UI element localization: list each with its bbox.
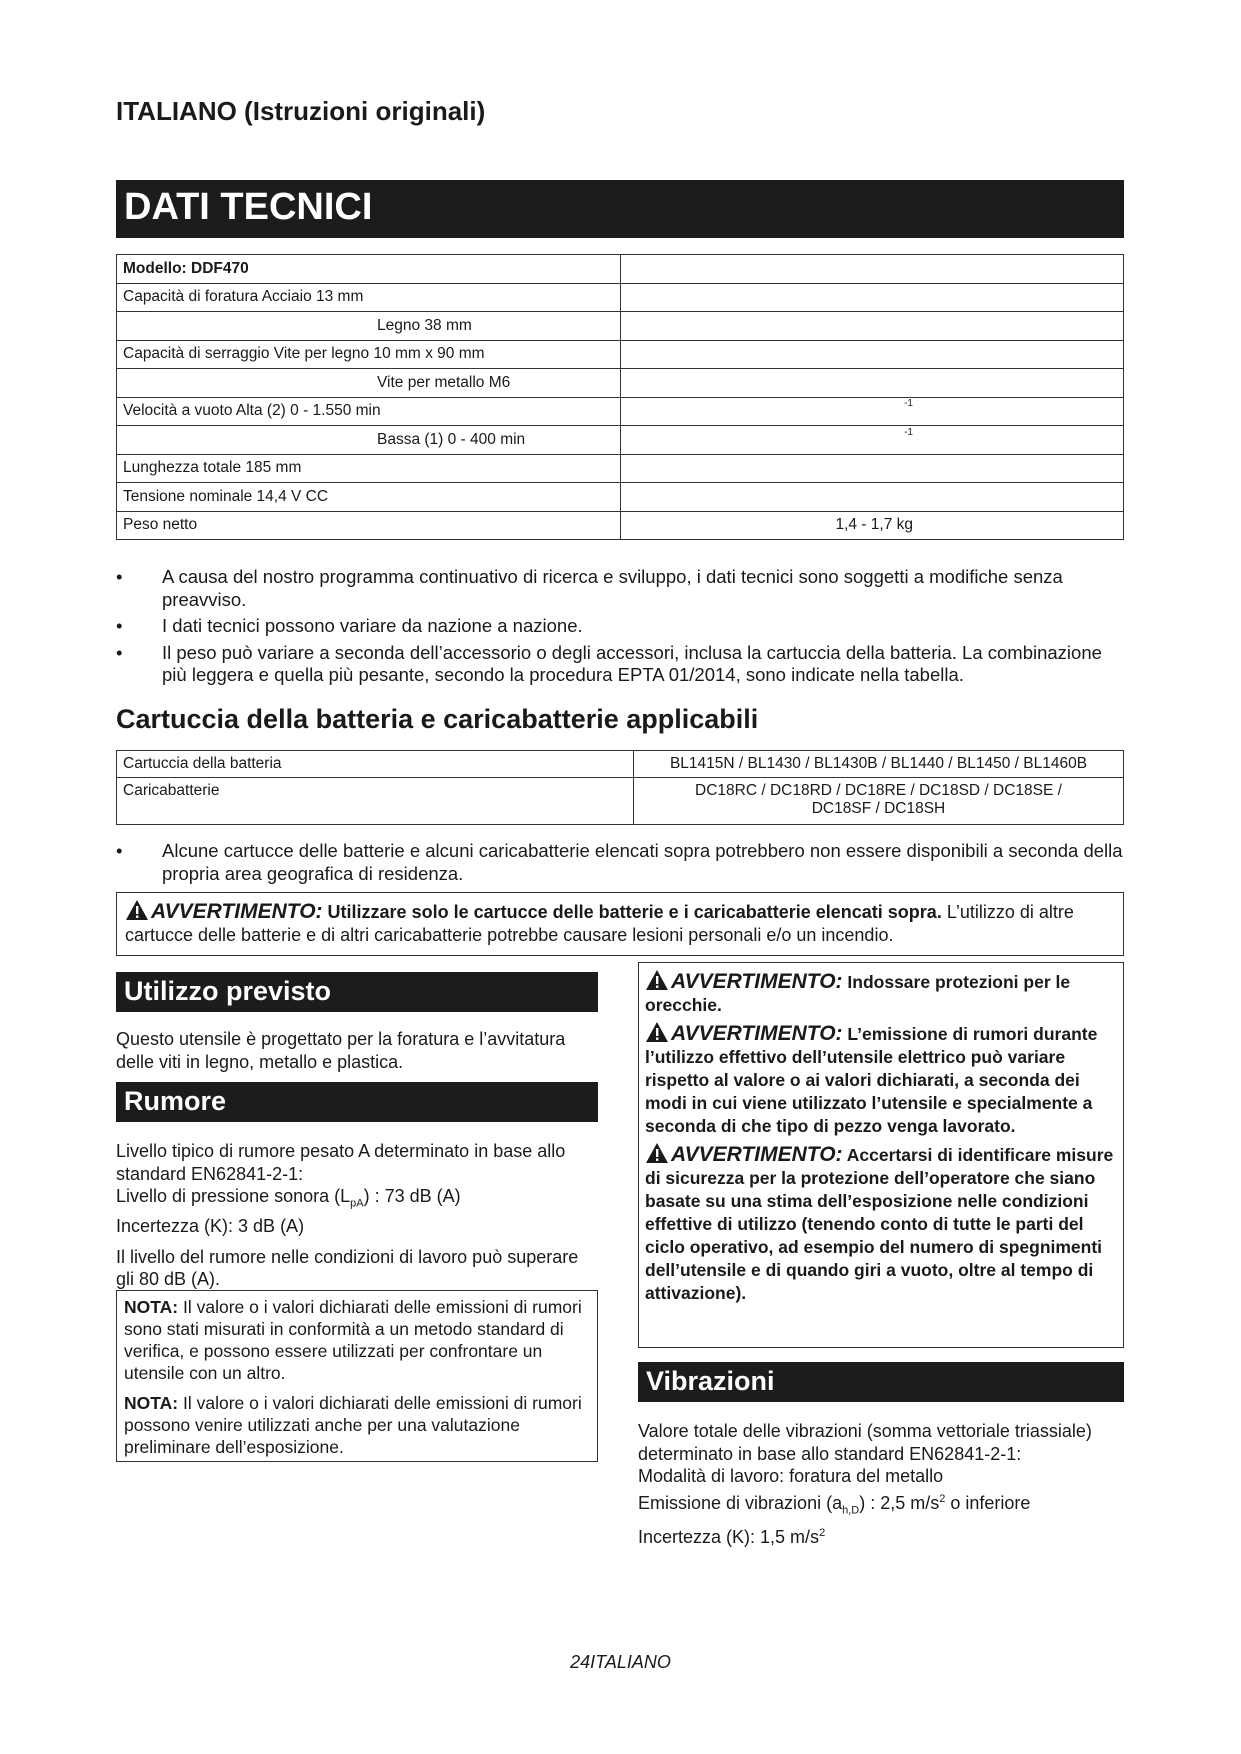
list-item: • A causa del nostro programma continuativo di ricerca e sviluppo, i dati tecnici sono soggetti a modifiche senza preavviso. (116, 566, 1063, 610)
spec-model: Modello: DDF470 (117, 255, 621, 284)
vibration-uncertainty: Incertezza (K): 1,5 $m/s^2$ (638, 1526, 826, 1547)
noise-note-1: NOTA: Il valore o i valori dichiarati delle emissioni di rumori sono stati misurati in conformità a un metodo standard di verifica, e possono essere utilizzati per confrontare un utensile con un altro. (124, 1297, 582, 1383)
table-row (117, 340, 1124, 369)
spec-drill-wood: Legno 38 mm (117, 312, 621, 341)
vibration-emission: Emissione di vibrazioni $(a_{h,D})$ : 2,5 $m/s^2$ o inferiore (638, 1492, 1031, 1517)
warning-icon (645, 1021, 669, 1043)
table-row (117, 312, 1124, 341)
table-row (117, 483, 1124, 512)
language-title: ITALIANO (Istruzioni originali) (116, 96, 486, 126)
battery-table (116, 750, 1124, 825)
vibration-info (638, 1420, 1124, 1548)
spec-weight-label: Peso netto (117, 511, 621, 540)
speed-low-exponent: -1 (904, 426, 913, 438)
warning-noise-emission: AVVERTIMENTO: L’emissione di rumori durante l’utilizzo effettivo dell’utensile elettrico può variare rispetto al valore o ai valori dichiarati, a seconda dei modi in cui viene utilizzato l’utensile e specialmente a seconda di che tipo di pezzo venga lavorato. (645, 1022, 1098, 1136)
spec-weight-value: 1,4 - 1,7 kg (621, 511, 1124, 540)
spec-drill-steel: Capacità di foratura Acciaio 13 mm (117, 283, 621, 312)
warning-ear-protection: AVVERTIMENTO: Indossare protezioni per le orecchie. (645, 970, 1071, 1015)
warning-icon (125, 899, 149, 921)
spec-speed-low: Bassa (1) 0 - 400 min (117, 426, 621, 455)
tech-data-table (116, 254, 1124, 540)
noise-pressure: Livello di pressione sonora $(L_{pA})$ : 73 dB (A) (116, 1186, 461, 1210)
intended-use-text: Questo utensile è progettato per la foratura e l’avvitatura delle viti in legno, metallo e plastica. (116, 1029, 566, 1072)
vibration-heading: Vibrazioni (638, 1362, 1124, 1402)
battery-label: Cartuccia della batteria (117, 751, 634, 778)
spec-length: Lunghezza totale 185 mm (117, 454, 621, 483)
warning-icon (645, 1142, 669, 1164)
noise-heading: Rumore (116, 1082, 598, 1122)
noise-intro: Livello tipico di rumore pesato A determinato in base allo standard EN62841-2-1: (116, 1141, 566, 1184)
noise-exceed: Il livello del rumore nelle condizioni di lavoro può superare gli 80 dB (A). (116, 1246, 579, 1290)
noise-uncertainty: Incertezza (K): 3 dB (A) (116, 1216, 305, 1237)
table-row (117, 369, 1124, 398)
table-row (117, 397, 1124, 426)
noise-note-2: NOTA: Il valore o i valori dichiarati delle emissioni di rumori possono venire utilizzati anche per una valutazione preliminare dell’esposizione. (124, 1393, 582, 1457)
noise-warnings-box (638, 962, 1124, 1348)
tech-data-heading: DATI TECNICI (116, 180, 1124, 238)
battery-heading: Cartuccia della batteria e caricabatterie applicabili (116, 704, 759, 734)
charger-label: Caricabatterie (117, 778, 634, 825)
tech-notes (116, 566, 1124, 691)
noise-note-box (116, 1290, 598, 1462)
table-row (117, 751, 1124, 778)
table-row (117, 426, 1124, 455)
spec-fasten-metal: Vite per metallo M6 (117, 369, 621, 398)
spec-fasten-wood: Capacità di serraggio Vite per legno 10 mm x 90 mm (117, 340, 621, 369)
table-row (117, 255, 1124, 284)
table-row (117, 454, 1124, 483)
list-item: • Il peso può variare a seconda dell’accessorio o degli accessori, inclusa la cartuccia della batteria. La combinazione più leggera e quella più pesante, secondo la procedura EPTA 01/2014, sono indicate nella tabella. (116, 641, 1102, 685)
table-row (117, 283, 1124, 312)
battery-warning: AVVERTIMENTO: Utilizzare solo le cartucce delle batterie e i caricabatterie elencati sopra. L’utilizzo di altre cartucce delle batterie e di altri caricabatterie potrebbe causare lesioni personali e/o un incendio. (116, 892, 1124, 956)
table-row (117, 511, 1124, 540)
warning-safety-measures: AVVERTIMENTO: Accertarsi di identificare misure di sicurezza per la protezione dell’operatore che siano basate su una stima dell’esposizione nelle condizioni effettive di utilizzo (tenendo conto di tutte le parti del ciclo operativo, ad esempio del numero di spegnimenti dell’utensile e di quando giri a vuoto, oltre al tempo di attivazione). (645, 1143, 1114, 1303)
spec-voltage: Tensione nominale 14,4 V CC (117, 483, 621, 512)
table-row (117, 778, 1124, 825)
battery-models: BL1415N / BL1430 / BL1430B / BL1440 / BL1450 / BL1460B (634, 751, 1124, 778)
noise-info (116, 1140, 598, 1291)
vibration-intro: Valore totale delle vibrazioni (somma vettoriale triassiale) determinato in base allo standard EN62841-2-1: (638, 1421, 1092, 1464)
battery-notes (116, 840, 1124, 889)
vibration-mode: Modalità di lavoro: foratura del metallo (638, 1466, 944, 1486)
intended-use-heading: Utilizzo previsto (116, 972, 598, 1012)
warning-icon (645, 969, 669, 991)
list-item: • I dati tecnici possono variare da nazione a nazione. (116, 615, 583, 636)
spec-speed-high: Velocità a vuoto Alta (2) 0 - 1.550 min (117, 397, 621, 426)
list-item: • Alcune cartucce delle batterie e alcuni caricabatterie elencati sopra potrebbero non essere disponibili a seconda della propria area geografica di residenza. (116, 840, 1123, 884)
speed-high-exponent: -1 (904, 398, 913, 410)
charger-models: DC18RC / DC18RD / DC18RE / DC18SD / DC18SE / DC18SF / DC18SH (634, 778, 1124, 825)
page-footer: 24ITALIANO (570, 1652, 671, 1672)
